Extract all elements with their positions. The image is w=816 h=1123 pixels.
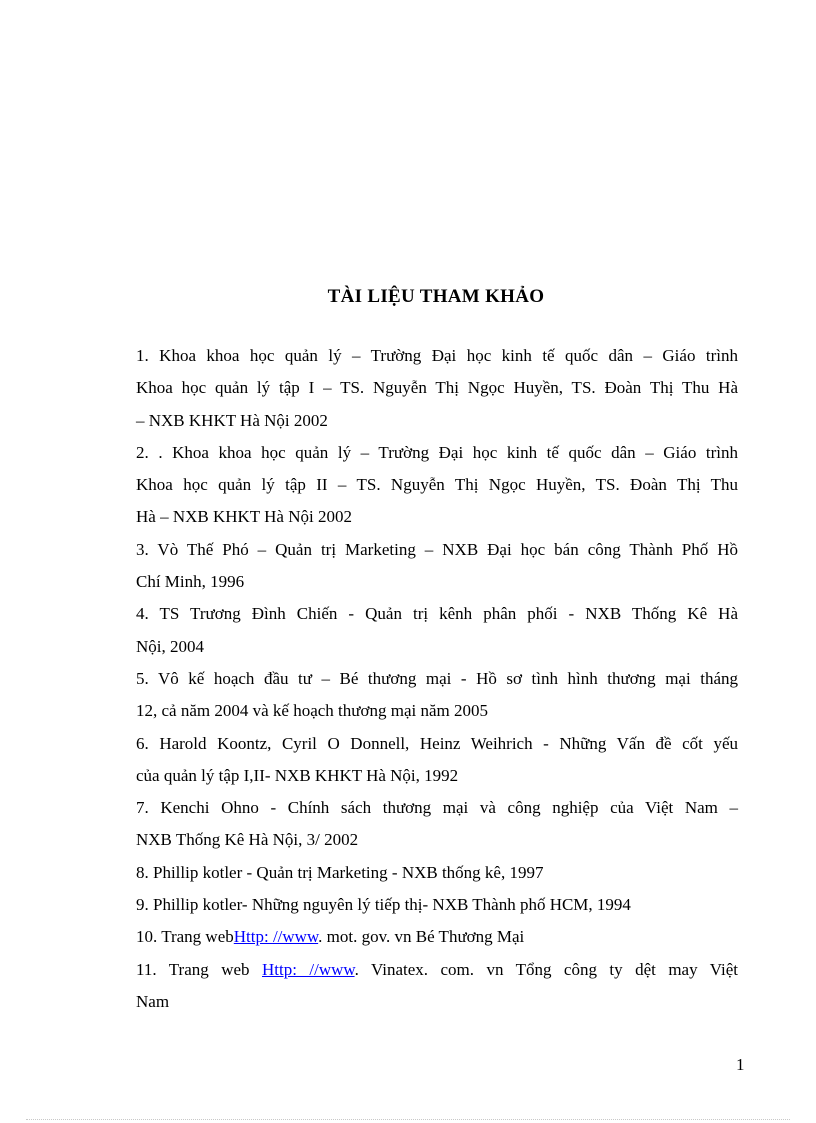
reference-item-2 <box>136 437 738 534</box>
reference-line: Nội, 2004 <box>136 636 204 656</box>
reference-line: 5. Vô kế hoạch đầu tư – Bé thương mại - Hồ sơ tình hình thương mại tháng <box>136 668 738 688</box>
reference-text: 11. Trang web <box>136 959 262 979</box>
reference-line: Chí Minh, 1996 <box>136 572 245 592</box>
reference-line: Hà – NXB KHKT Hà Nội 2002 <box>136 507 352 527</box>
reference-line: Khoa học quản lý tập I – TS. Nguyễn Thị Ngọc Huyền, TS. Đoàn Thị Thu Hà <box>136 378 738 398</box>
reference-item-7 <box>136 792 738 857</box>
reference-line: 6. Harold Koontz, Cyril O Donnell, Heinz Weihrich - Những Vấn đề cốt yếu <box>136 733 738 753</box>
reference-line: Nam <box>136 991 170 1011</box>
reference-item-5 <box>136 663 738 728</box>
page-number: 1 <box>736 1055 745 1074</box>
reference-line <box>136 954 738 986</box>
web-link[interactable]: Http: //www <box>262 959 355 979</box>
reference-line: 1. Khoa khoa học quản lý – Trường Đại học kinh tế quốc dân – Giáo trình <box>136 346 738 365</box>
reference-line: 3. Vò Thế Phó – Quản trị Marketing – NXB Đại học bán công Thành Phố Hồ <box>136 539 738 559</box>
reference-line: của quản lý tập I,II- NXB KHKT Hà Nội, 1992 <box>136 765 459 785</box>
reference-line: – NXB KHKT Hà Nội 2002 <box>136 410 328 430</box>
reference-item-3 <box>136 534 738 599</box>
reference-line: 4. TS Trương Đình Chiến - Quản trị kênh phân phối - NXB Thống Kê Hà <box>136 604 738 624</box>
reference-text: . Vinatex. com. vn Tổng công ty dệt may Việt <box>354 959 738 979</box>
reference-item-4 <box>136 598 738 663</box>
reference-item-1 <box>136 340 738 437</box>
reference-line: NXB Thống Kê Hà Nội, 3/ 2002 <box>136 830 359 850</box>
reference-line: 2. . Khoa khoa học quản lý – Trường Đại học kinh tế quốc dân – Giáo trình <box>136 442 738 462</box>
reference-item-8 <box>136 857 738 889</box>
reference-item-11 <box>136 954 738 1019</box>
reference-item-6 <box>136 728 738 793</box>
reference-line: 8. Phillip kotler - Quản trị Marketing - NXB thống kê, 1997 <box>136 862 544 882</box>
reference-item-9 <box>136 889 738 921</box>
reference-list <box>136 340 738 1018</box>
page-title: TÀI LIỆU THAM KHẢO <box>327 286 545 307</box>
reference-line: 7. Kenchi Ohno - Chính sách thương mại và công nghiệp của Việt Nam – <box>136 798 738 818</box>
page-boundary-divider <box>26 1119 790 1120</box>
reference-line: Khoa học quản lý tập II – TS. Nguyễn Thị Ngọc Huyền, TS. Đoàn Thị Thu <box>136 475 738 495</box>
reference-line <box>136 921 738 953</box>
reference-line: 12, cả năm 2004 và kế hoạch thương mại năm 2005 <box>136 701 488 721</box>
reference-text: 10. Trang web <box>136 927 234 947</box>
reference-line: 9. Phillip kotler- Những nguyên lý tiếp thị- NXB Thành phố HCM, 1994 <box>136 895 631 915</box>
web-link[interactable]: Http: //www <box>233 927 319 947</box>
reference-item-10 <box>136 921 738 953</box>
reference-text: . mot. gov. vn Bé Thương Mại <box>318 927 525 947</box>
